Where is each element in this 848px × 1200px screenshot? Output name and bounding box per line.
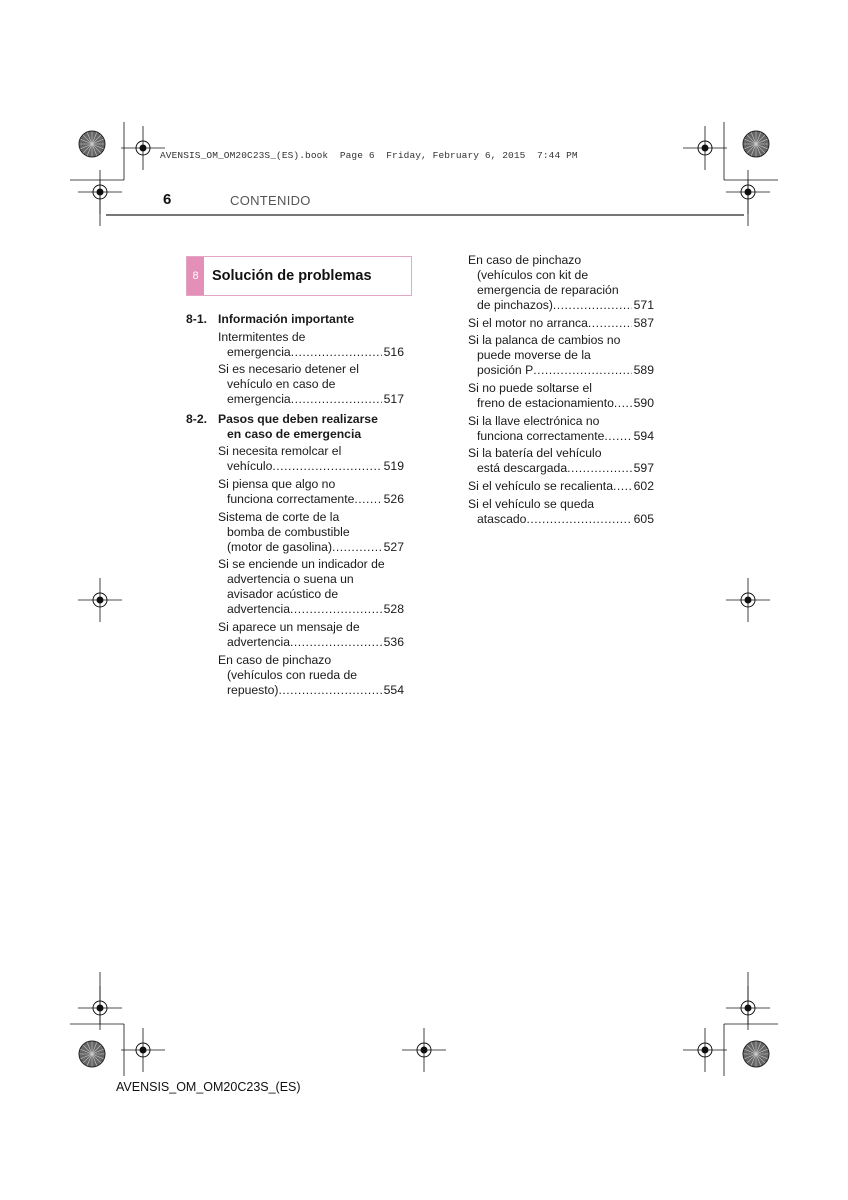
subsection-heading[interactable] xyxy=(186,412,378,442)
subsection-number: 8-2. xyxy=(186,412,208,426)
entry-leader-line xyxy=(468,298,654,313)
subsection-heading[interactable] xyxy=(186,312,355,327)
entry-text: freno de estacionamiento xyxy=(477,396,614,410)
entry-text: vehículo xyxy=(227,459,273,473)
toc-entry[interactable] xyxy=(468,381,654,411)
toc-entry[interactable] xyxy=(468,316,654,331)
entry-text: Si la llave electrónica no xyxy=(468,414,600,428)
toc-entry[interactable] xyxy=(468,497,654,527)
entry-text: Si el vehículo se queda xyxy=(468,497,595,511)
entry-text: advertencia o suena un xyxy=(227,572,354,586)
subsection-title: Información importante xyxy=(218,312,355,326)
entry-text: repuesto) xyxy=(227,683,279,697)
entry-text: Si la batería del vehículo xyxy=(468,446,602,460)
print-info: AVENSIS_OM_OM20C23S_(ES).book Page 6 Friday, February 6, 2015 7:44 PM xyxy=(160,150,578,161)
toc-entry[interactable] xyxy=(468,414,654,444)
entry-text: Si aparece un mensaje de xyxy=(218,620,360,634)
entry-leader-line xyxy=(468,316,654,331)
page-ref: 594 xyxy=(633,429,654,443)
entry-text: posición P xyxy=(477,363,534,377)
toc-entry[interactable] xyxy=(468,253,654,313)
entry-text: Si se enciende un indicador de xyxy=(218,557,385,571)
entry-text: Si necesita remolcar el xyxy=(218,444,342,458)
page-ref: 516 xyxy=(383,345,404,359)
entry-text: puede moverse de la xyxy=(477,348,591,362)
toc-entry[interactable] xyxy=(218,557,404,617)
subsection-title: en caso de emergencia xyxy=(227,427,362,441)
entry-leader-line xyxy=(468,461,654,476)
entry-text: funciona correctamente xyxy=(227,492,355,506)
entry-leader-line xyxy=(468,396,654,411)
entry-text: Intermitentes de xyxy=(218,330,306,344)
entry-text: Si es necesario detener el xyxy=(218,362,359,376)
entry-leader-line xyxy=(468,429,654,444)
entry-text: Si piensa que algo no xyxy=(218,477,336,491)
entry-leader-line xyxy=(468,479,654,494)
entry-text: (motor de gasolina) xyxy=(227,540,332,554)
header-rule xyxy=(106,214,744,216)
entry-text: En caso de pinchazo xyxy=(218,653,332,667)
entry-text: avisador acústico de xyxy=(227,587,339,601)
entry-text: Si no puede soltarse el xyxy=(468,381,592,395)
section-title: Solución de problemas xyxy=(212,268,372,284)
toc-entry[interactable] xyxy=(468,446,654,476)
entry-leader-line xyxy=(218,540,404,555)
entry-text: emergencia xyxy=(227,392,291,406)
subsection-number: 8-1. xyxy=(186,312,208,326)
page-ref: 526 xyxy=(383,492,404,506)
entry-text: funciona correctamente xyxy=(477,429,605,443)
page-ref: 519 xyxy=(383,459,404,473)
page-ref: 590 xyxy=(633,396,654,410)
page-ref: 536 xyxy=(383,635,404,649)
page-ref: 571 xyxy=(633,298,654,312)
entry-leader-line xyxy=(218,602,404,617)
toc-entry[interactable] xyxy=(468,333,654,378)
page-ref: 587 xyxy=(633,316,654,330)
entry-text: Si el vehículo se recalienta xyxy=(468,479,613,493)
toc-entry[interactable] xyxy=(218,653,404,698)
toc-entry[interactable] xyxy=(218,330,404,360)
entry-leader-line xyxy=(218,459,404,474)
entry-text: (vehículos con kit de xyxy=(477,268,589,282)
toc-entry[interactable] xyxy=(218,444,404,474)
entry-leader-line xyxy=(218,635,404,650)
entry-leader-line xyxy=(218,345,404,360)
entry-text: (vehículos con rueda de xyxy=(227,668,358,682)
page-number: 6 xyxy=(163,191,172,208)
entry-text: Si la palanca de cambios no xyxy=(468,333,621,347)
section-number: 8 xyxy=(187,257,204,295)
running-title: CONTENIDO xyxy=(230,193,311,208)
page-ref: 517 xyxy=(383,392,404,406)
page-ref: 527 xyxy=(383,540,404,554)
entry-text: vehículo en caso de xyxy=(227,377,336,391)
toc-entry[interactable] xyxy=(218,477,404,507)
page-ref: 597 xyxy=(633,461,654,475)
entry-text: Si el motor no arranca xyxy=(468,316,588,330)
entry-leader-line xyxy=(218,492,404,507)
entry-text: En caso de pinchazo xyxy=(468,253,582,267)
toc-entry[interactable] xyxy=(218,362,404,407)
toc-entry[interactable] xyxy=(218,510,404,555)
entry-text: bomba de combustible xyxy=(227,525,350,539)
entry-leader-line xyxy=(218,683,404,698)
toc-entry[interactable] xyxy=(468,479,654,494)
entry-text: atascado xyxy=(477,512,527,526)
toc-entry[interactable] xyxy=(218,620,404,650)
page-ref: 605 xyxy=(633,512,654,526)
page-ref: 589 xyxy=(633,363,654,377)
entry-leader-line xyxy=(468,363,654,378)
page-ref: 528 xyxy=(383,602,404,616)
entry-text: Sistema de corte de la xyxy=(218,510,340,524)
entry-leader-line xyxy=(468,512,654,527)
entry-text: de pinchazos) xyxy=(477,298,553,312)
entry-text: advertencia xyxy=(227,602,291,616)
entry-leader-line xyxy=(218,392,404,407)
footer-doc-id: AVENSIS_OM_OM20C23S_(ES) xyxy=(116,1080,301,1094)
subsection-title: Pasos que deben realizarse xyxy=(218,412,378,426)
entry-text: está descargada xyxy=(477,461,568,475)
page-ref: 602 xyxy=(633,479,654,493)
page-ref: 554 xyxy=(383,683,404,697)
section-heading xyxy=(186,256,412,296)
entry-text: emergencia xyxy=(227,345,291,359)
entry-text: emergencia de reparación xyxy=(477,283,619,297)
entry-text: advertencia xyxy=(227,635,291,649)
